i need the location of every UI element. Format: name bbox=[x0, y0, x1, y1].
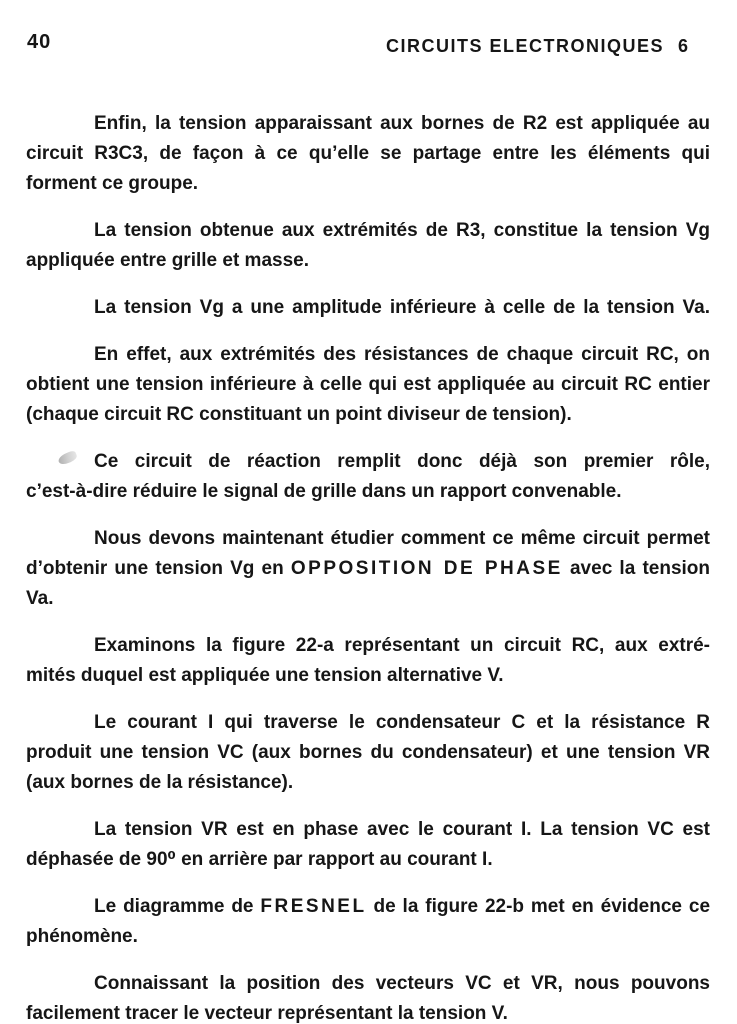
paragraph bbox=[26, 109, 710, 199]
paragraph bbox=[26, 524, 710, 614]
text-line: produit une tension VC (aux bornes du condensateur) et une tension VR bbox=[26, 742, 710, 763]
text-segment: avec la tension Va. bbox=[26, 558, 710, 609]
text-line: La tension VR est en phase avec le courant I. La tension VC est bbox=[94, 819, 710, 840]
text-line: mités duquel est appliquée une tension alternative V. bbox=[26, 665, 504, 686]
text-line: (aux bornes de la résistance). bbox=[26, 772, 294, 793]
text-line: obtient une tension inférieure à celle qui est appliquée au circuit RC entier bbox=[26, 374, 710, 395]
text-line: Connaissant la position des vecteurs VC et VR, nous pouvons bbox=[94, 973, 710, 994]
text-line: c’est-à-dire réduire le signal de grille dans un rapport convenable. bbox=[26, 481, 622, 502]
page-body bbox=[26, 109, 710, 1024]
running-header bbox=[386, 37, 688, 55]
text-line: Ce circuit de réaction remplit donc déjà son premier rôle, bbox=[94, 451, 710, 472]
paragraph bbox=[26, 969, 710, 1024]
paragraph bbox=[26, 708, 710, 798]
text-line: appliquée entre grille et masse. bbox=[26, 250, 309, 271]
text-line bbox=[26, 554, 710, 614]
running-header-chapter-number: 6 bbox=[677, 36, 688, 56]
text-line bbox=[26, 892, 710, 922]
text-segment: Le diagramme de bbox=[94, 896, 261, 917]
paragraph bbox=[26, 815, 710, 875]
page-number: 40 bbox=[27, 31, 52, 53]
text-segment: d’obtenir une tension Vg en bbox=[26, 558, 291, 579]
paragraph bbox=[26, 340, 710, 430]
text-line: Enfin, la tension apparaissant aux bornes de R2 est appliquée au bbox=[94, 113, 710, 134]
text-line: déphasée de 90⁰ en arrière par rapport au courant I. bbox=[26, 849, 493, 870]
paragraph bbox=[26, 631, 710, 691]
text-line: phénomène. bbox=[26, 926, 138, 947]
paragraph bbox=[26, 892, 710, 952]
text-line: La tension obtenue aux extrémités de R3, constitue la tension Vg bbox=[94, 220, 710, 241]
paragraph bbox=[26, 216, 710, 276]
text-line: Nous devons maintenant étudier comment ce même circuit permet bbox=[94, 528, 710, 549]
text-line: facilement tracer le vecteur représentant la tension V. bbox=[26, 1003, 508, 1024]
letterspaced-caps-text: OPPOSITION DE PHASE bbox=[290, 558, 563, 579]
text-line: forment ce groupe. bbox=[26, 173, 199, 194]
text-line: (chaque circuit RC constituant un point diviseur de tension). bbox=[26, 404, 572, 425]
text-segment: de la figure 22-b met en évidence ce bbox=[366, 896, 710, 917]
letterspaced-caps-text: FRESNEL bbox=[260, 896, 367, 917]
paragraph bbox=[26, 447, 710, 507]
text-line: La tension Vg a une amplitude inférieure à celle de la tension Va. bbox=[94, 297, 710, 318]
text-line: En effet, aux extrémités des résistances de chaque circuit RC, on bbox=[94, 344, 710, 365]
text-line: Examinons la figure 22-a représentant un circuit RC, aux extré- bbox=[94, 635, 710, 656]
text-line: circuit R3C3, de façon à ce qu’elle se partage entre les éléments qui bbox=[26, 143, 710, 164]
paragraph bbox=[26, 293, 710, 323]
text-line: Le courant I qui traverse le condensateur C et la résistance R bbox=[94, 712, 710, 733]
running-header-title: CIRCUITS ELECTRONIQUES bbox=[385, 36, 664, 56]
